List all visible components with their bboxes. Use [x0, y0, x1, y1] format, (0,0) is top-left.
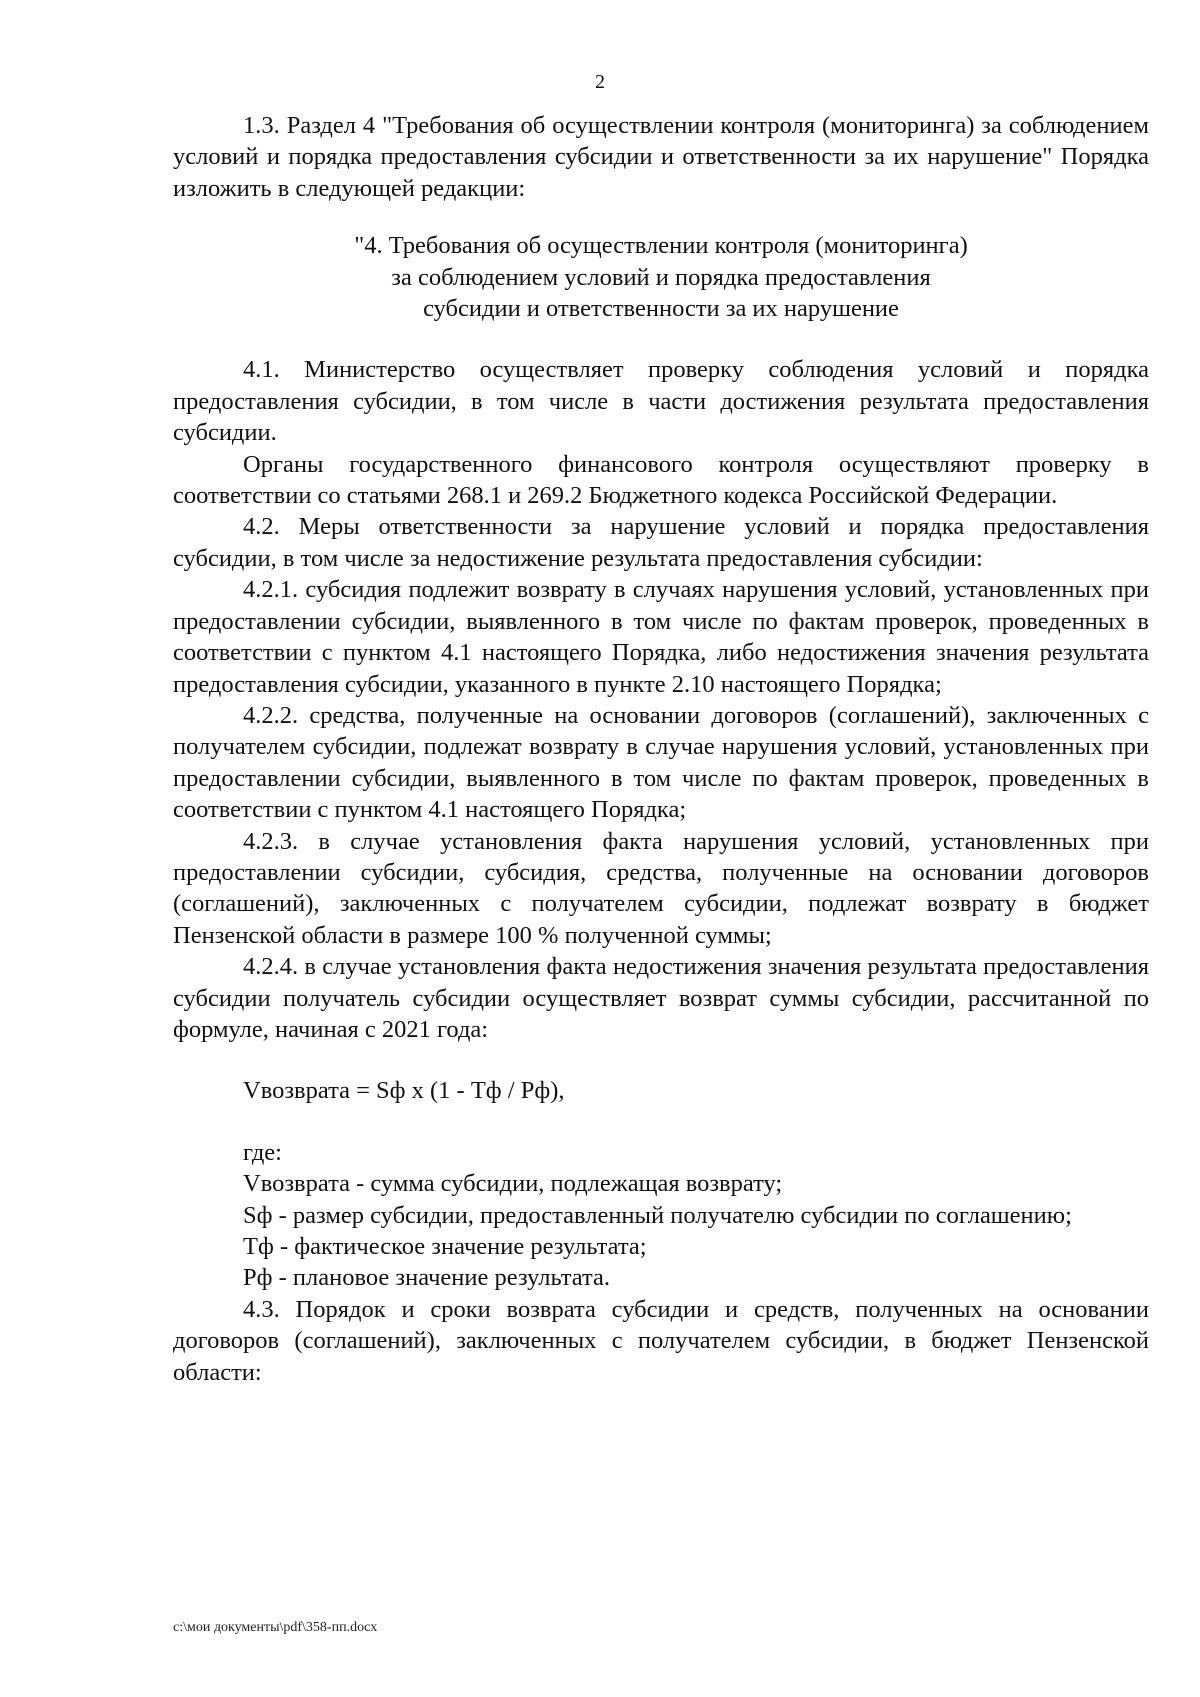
heading-line: субсидии и ответственности за их нарушение [423, 295, 899, 323]
return-formula: Vвозврата = Sф x (1 - Тф / Рф), [243, 1077, 565, 1105]
heading-line: за соблюдением условий и порядка предоставления [391, 263, 931, 291]
paragraph-4-2-3: 4.2.3. в случае установления факта нарушения условий, установленных при предоставлении субсидии, субсидия, средства, полученные на основании договоров (соглашений), заключенных с получателем субсидии, подлежат возврату в бюджет Пензенской области в размере 100 % полученной суммы; [173, 827, 1149, 949]
paragraph-4-2-1: 4.2.1. субсидия подлежит возврату в случаях нарушения условий, установленных при предоставлении субсидии, выявленного в том числе по фактам проверок, проведенных в соответствии с пунктом 4.1 настоящего Порядка, либо недостижения значения результата предоставления субсидии, указанного в пункте 2.10 настоящего Порядка; [173, 576, 1149, 698]
definition-t: Тф - фактическое значение результата; [243, 1233, 647, 1260]
spacer [173, 1045, 1149, 1075]
footer-file-path: c:\мои документы\pdf\358-пп.docx [173, 1620, 378, 1635]
section-heading [173, 230, 1149, 324]
spacer [173, 1107, 1149, 1137]
paragraph-4-2-2: 4.2.2. средства, полученные на основании договоров (соглашений), заключенных с получателем субсидии, подлежат возврату в случае нарушения условий, установленных при предоставлении субсидии, выявленного в том числе по фактам проверок, проведенных в соответствии с пунктом 4.1 настоящего Порядка; [173, 701, 1149, 824]
paragraph-4-2-4: 4.2.4. в случае установления факта недостижения значения результата предоставления субсидии получатель субсидии осуществляет возврат суммы субсидии, рассчитанной по формуле, начиная с 2021 года: [173, 953, 1149, 1043]
paragraph-4-3: 4.3. Порядок и сроки возврата субсидии и средств, полученных на основании договоров (соглашений), заключенных с получателем субсидии, в бюджет Пензенской области: [173, 1295, 1149, 1386]
formula-where: где: [243, 1138, 282, 1166]
definition-v: Vвозврата - сумма субсидии, подлежащая возврату; [243, 1170, 783, 1198]
paragraph-4-1: 4.1. Министерство осуществляет проверку соблюдения условий и порядка предоставления субсидии, в том числе в части достижения результата предоставления субсидии. [173, 356, 1149, 447]
document-body [173, 110, 1149, 1388]
paragraph-4-2: 4.2. Меры ответственности за нарушение условий и порядка предоставления субсидии, в том числе за недостижение результата предоставления субсидии: [173, 513, 1149, 572]
heading-line: "4. Требования об осуществлении контроля (мониторинга) [354, 232, 968, 260]
definition-s: Sф - размер субсидии, предоставленный получателю субсидии по соглашению; [243, 1201, 1072, 1229]
paragraph-financial-control: Органы государственного финансового контроля осуществляют проверку в соответствии со статьями 268.1 и 269.2 Бюджетного кодекса Российской Федерации. [173, 450, 1149, 510]
definition-r: Рф - плановое значение результата. [243, 1264, 611, 1292]
paragraph-1-3: 1.3. Раздел 4 "Требования об осуществлении контроля (мониторинга) за соблюдением условий и порядка предоставления субсидии и ответственности за их нарушение" Порядка изложить в следующей редакции: [173, 112, 1149, 202]
page-number: 2 [595, 71, 605, 93]
